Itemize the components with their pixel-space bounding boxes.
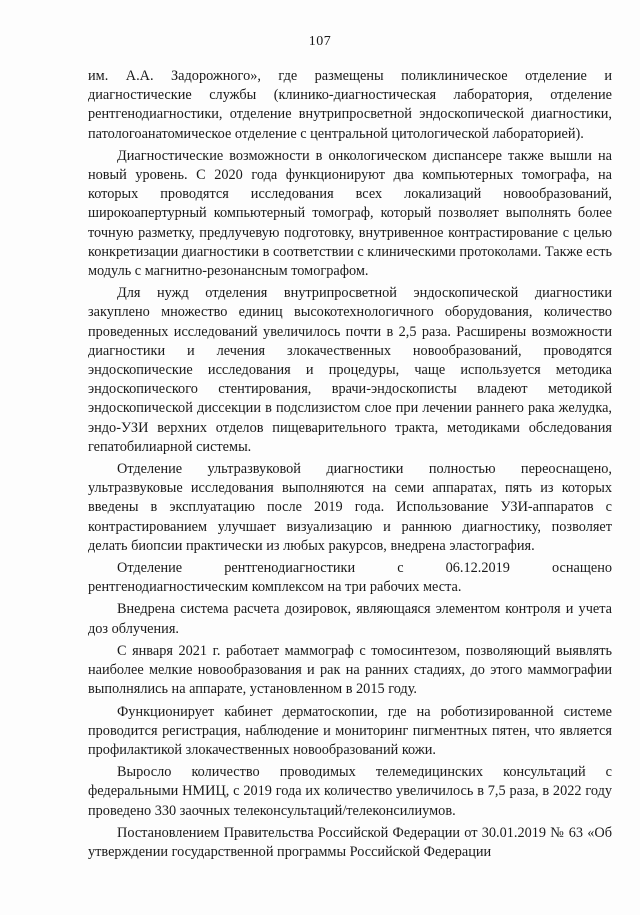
paragraph-8: Функционирует кабинет дерматоскопии, где на роботизированной системе проводится регистрация, наблюдение и мониторинг пигментных пятен, что является профилактикой злокачественных новообразований кожи.: [88, 703, 612, 758]
document-body: [88, 67, 612, 865]
paragraph-2: Диагностические возможности в онкологическом диспансере также вышли на новый уровень. С 2020 года функционируют два компьютерных томографа, на которых проводятся исследования всех локализаций новообразований, широкоапертурный компьютерный томограф, который позволяет выполнять более точную разметку, предлучевую подготовку, внутривенное контрастирование с целью конкретизации диагностики в соответствии с клиническими протоколами. Также есть модуль с магнитно-резонансным томографом.: [88, 147, 612, 280]
paragraph-5: Отделение рентгенодиагностики с 06.12.2019 оснащено рентгенодиагностическим комплексом на три рабочих места.: [88, 560, 612, 596]
paragraph-6: Внедрена система расчета дозировок, являющаяся элементом контроля и учета доз облучения.: [88, 601, 612, 637]
paragraph-9: Выросло количество проводимых телемедицинских консультаций с федеральными НМИЦ, с 2019 года их количество увеличилось в 7,5 раза, в 2022 году проведено 330 заочных телеконсультаций/телеконсилиумов.: [88, 764, 612, 819]
paragraph-10: Постановлением Правительства Российской Федерации от 30.01.2019 № 63 «Об утверждении государственной программы Российской Федерации: [88, 824, 612, 860]
paragraph-4: Отделение ультразвуковой диагностики полностью переоснащено, ультразвуковые исследования выполняются на семи аппаратах, пять из которых введены в эксплуатацию после 2019 года. Использование УЗИ-аппаратов с контрастированием улучшает визуализацию и раннюю диагностику, позволяет делать биопсии практически из любых ракурсов, внедрена эластография.: [88, 461, 612, 554]
page-number: 107: [308, 34, 332, 49]
paragraph-7: С января 2021 г. работает маммограф с томосинтезом, позволяющий выявлять наиболее мелкие новообразования и рак на ранних стадиях, до этого маммографии выполнялись на аппарате, установленном в 2015 году.: [88, 642, 612, 698]
paragraph-3: Для нужд отделения внутрипросветной эндоскопической диагностики закуплено множество единиц высокотехнологичного оборудования, количество проведенных исследований увеличилось почти в 2,5 раза. Расширены возможности диагностики и лечения злокачественных новообразований, проводятся эндоскопические исследования и процедуры, чаще используется методика эндоскопического стентирования, врачи-эндоскописты владеют методикой эндоскопической диссекции в подслизистом слое при лечении раннего рака желудка, эндо-УЗИ верхних отделов пищеварительного тракта, методиками обследования гепатобилиарной системы.: [88, 285, 612, 455]
paragraph-1: им. А.А. Задорожного», где размещены поликлиническое отделение и диагностические службы (клинико-диагностическая лаборатория, отделение рентгенодиагностики, отделение внутрипросветной эндоскопической диагностики, патологоанатомическое отделение с центральной цитологической лабораторией).: [88, 68, 612, 142]
